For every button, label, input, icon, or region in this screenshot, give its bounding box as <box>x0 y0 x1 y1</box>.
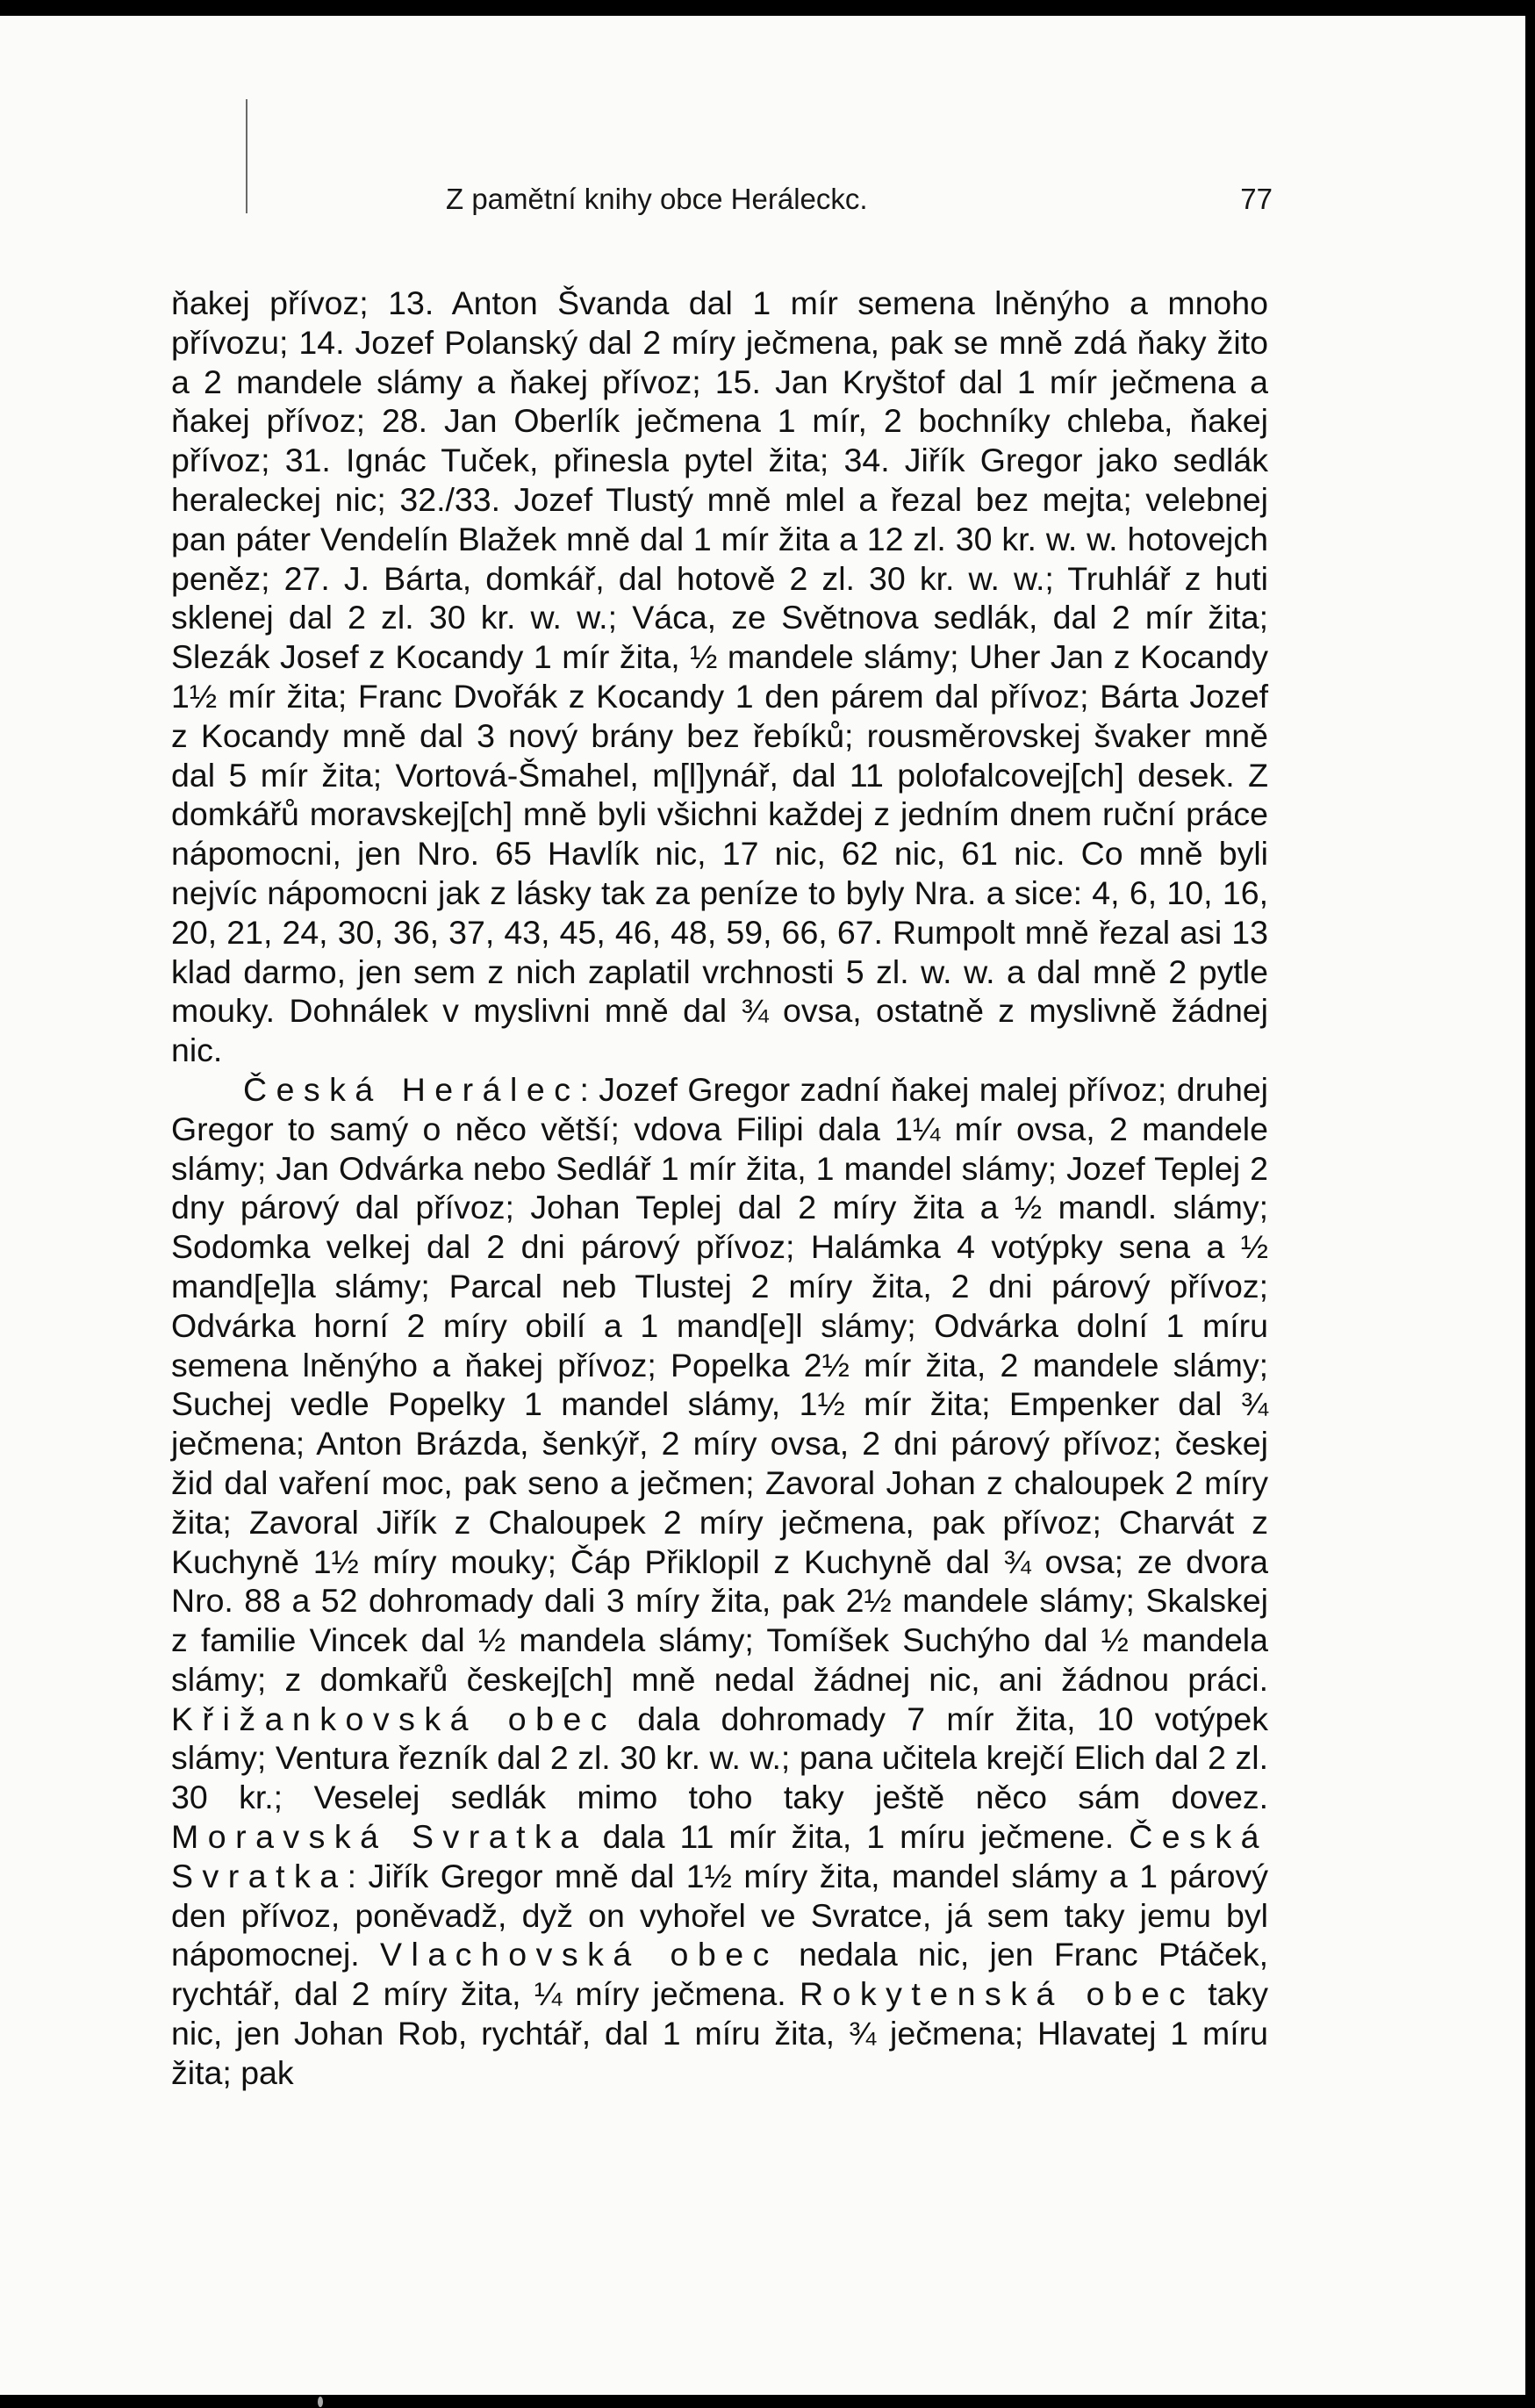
heading-ceska-svratka: Česká Svratka <box>171 1818 1268 1894</box>
running-header <box>412 183 1273 235</box>
paragraph-2 <box>171 1070 1268 2093</box>
paragraph-1 <box>171 284 1268 1070</box>
margin-scan-mark <box>246 99 247 213</box>
body-text <box>171 284 1268 2093</box>
running-title: Z pamětní knihy obce Heráleckc. <box>446 183 868 215</box>
book-page <box>0 16 1525 2395</box>
scan-speck <box>318 2397 323 2407</box>
rokytenska-obec-text: taky nic, jen Johan Rob, rychtář, dal 1 míru žita, ¾ ječmena; Hlavatej 1 míru žita; pak <box>171 1975 1268 2091</box>
vlachovska-obec-text: nedala nic, jen Franc Ptáček, rychtář, dal 2 míry žita, ¼ míry ječmena. <box>171 1936 1268 2013</box>
krizankovska-obec-text: dala dohromady 7 mír žita, 10 votýpek slámy; Ventura řezník dal 2 zl. 30 kr. w. w.; pana učitela krejčí Elich dal 2 zl. 30 kr.; Veselej sedlák mimo toho taky ještě něco sám dovez. <box>171 1700 1268 1816</box>
heading-krizankovska-obec: Křižankovská obec <box>171 1700 617 1737</box>
moravska-svratka-text: dala 11 mír žita, 1 míru ječmene. <box>587 1818 1130 1856</box>
heading-rokytenska-obec: Rokytenská obec <box>799 1975 1194 2013</box>
ceska-svratka-text: : Jiřík Gregor mně dal 1½ míry žita, mandel slámy a 1 párový den přívoz, poněvadž, dyž on vyhořel ve Svratce, já sem taky jemu byl nápomocnej. <box>171 1857 1268 1973</box>
heading-ceska-heralec: Česká Herálec <box>243 1070 580 1108</box>
paragraph-1-text: ňakej přívoz; 13. Anton Švanda dal 1 mír semena lněnýho a mnoho přívozu; 14. Jozef Polanský dal 2 míry ječmena, pak se mně zdá ňaky žito a 2 mandele slámy a ňakej přívoz; 15. Jan Kryštof dal 1 mír ječmena a ňakej přívoz; 28. Jan Oberlík ječmena 1 mír, 2 bochníky chleba, ňakej přívoz; 31. Ignác Tuček, přinesla pytel žita; 34. Jiřík Gregor jako sedlák heraleckej nic; 32./33. Jozef Tlustý mně mlel a řezal bez mejta; velebnej pan páter Vendelín Blažek mně dal 1 mír žita a 12 zl. 30 kr. w. w. hotovejch peněz; 27. J. Bárta, domkář, dal hotově 2 zl. 30 kr. w. w.; Truhlář z huti sklenej dal 2 zl. 30 kr. w. w.; Váca, ze Světnova sedlák, dal 2 mír žita; Slezák Josef z Kocandy 1 mír žita, ½ mandele slámy; Uher Jan z Kocandy 1½ mír žita; Franc Dvořák z Kocandy 1 den párem dal přívoz; Bárta Jozef z Kocandy mně dal 3 nový brány bez řebíků; rousměrovskej švaker mně dal 5 mír žita; Vortová-Šmahel, m[l]ynář, dal 11 polofalcovej[ch] desek. Z domkářů moravskej[ch] mně byli všichni každej z jedním dnem ruční práce nápomocni, jen Nro. 65 Havlík nic, 17 nic, 62 nic, 61 nic. Co mně byli nejvíc nápomocni jak z lásky tak za peníze to byly Nra. a sice: 4, 6, 10, 16, 20, 21, 24, 30, 36, 37, 43, 45, 46, 48, 59, 66, 67. Rumpolt mně řezal asi 13 klad darmo, jen sem z nich zaplatil vrchnosti 5 zl. w. w. a dal mně 2 pytle mouky. Dohnálek v myslivni mně dal ¾ ovsa, ostatně z myslivně žádnej nic. <box>171 284 1268 1069</box>
heading-vlachovska-obec: Vlachovská obec <box>379 1936 778 1973</box>
heading-moravska-svratka: Moravská Svratka <box>171 1818 588 1856</box>
page-number: 77 <box>1240 183 1273 215</box>
ceska-heralec-text: : Jozef Gregor zadní ňakej malej přívoz; druhej Gregor to samý o něco větší; vdova Filipi dala 1¼ mír ovsa, 2 mandele slámy; Jan Odvárka nebo Sedlář 1 mír žita, 1 mandel slámy; Jozef Teplej 2 dny párový dal přívoz; Johan Teplej dal 2 míry žita a ½ mandl. slámy; Sodomka velkej dal 2 dni párový přívoz; Halámka 4 votýpky sena a ½ mand[e]la slámy; Parcal neb Tlustej 2 míry žita, 2 dni párový přívoz; Odvárka horní 2 míry obilí a 1 mand[e]l slámy; Odvárka dolní 1 míru semena lněnýho a ňakej přívoz; Popelka 2½ mír žita, 2 mandele slámy; Suchej vedle Popelky 1 mandel slámy, 1½ mír žita; Empenker dal ¾ ječmena; Anton Brázda, šenkýř, 2 míry ovsa, 2 dni párový přívoz; českej žid dal vaření moc, pak seno a ječmen; Zavoral Johan z chaloupek 2 míry žita; Zavoral Jiřík z Chaloupek 2 míry ječmena, pak přívoz; Charvát z Kuchyně 1½ míry mouky; Čáp Přiklopil z Kuchyně dal ¾ ovsa; ze dvora Nro. 88 a 52 dohromady dali 3 míry žita, pak 2½ mandele slámy; Skalskej z familie Vincek dal ½ mandela slámy; Tomíšek Suchýho dal ½ mandela slámy; z domkařů českej[ch] mně nedal žádnej nic, ani žádnou práci. <box>171 1070 1269 1698</box>
